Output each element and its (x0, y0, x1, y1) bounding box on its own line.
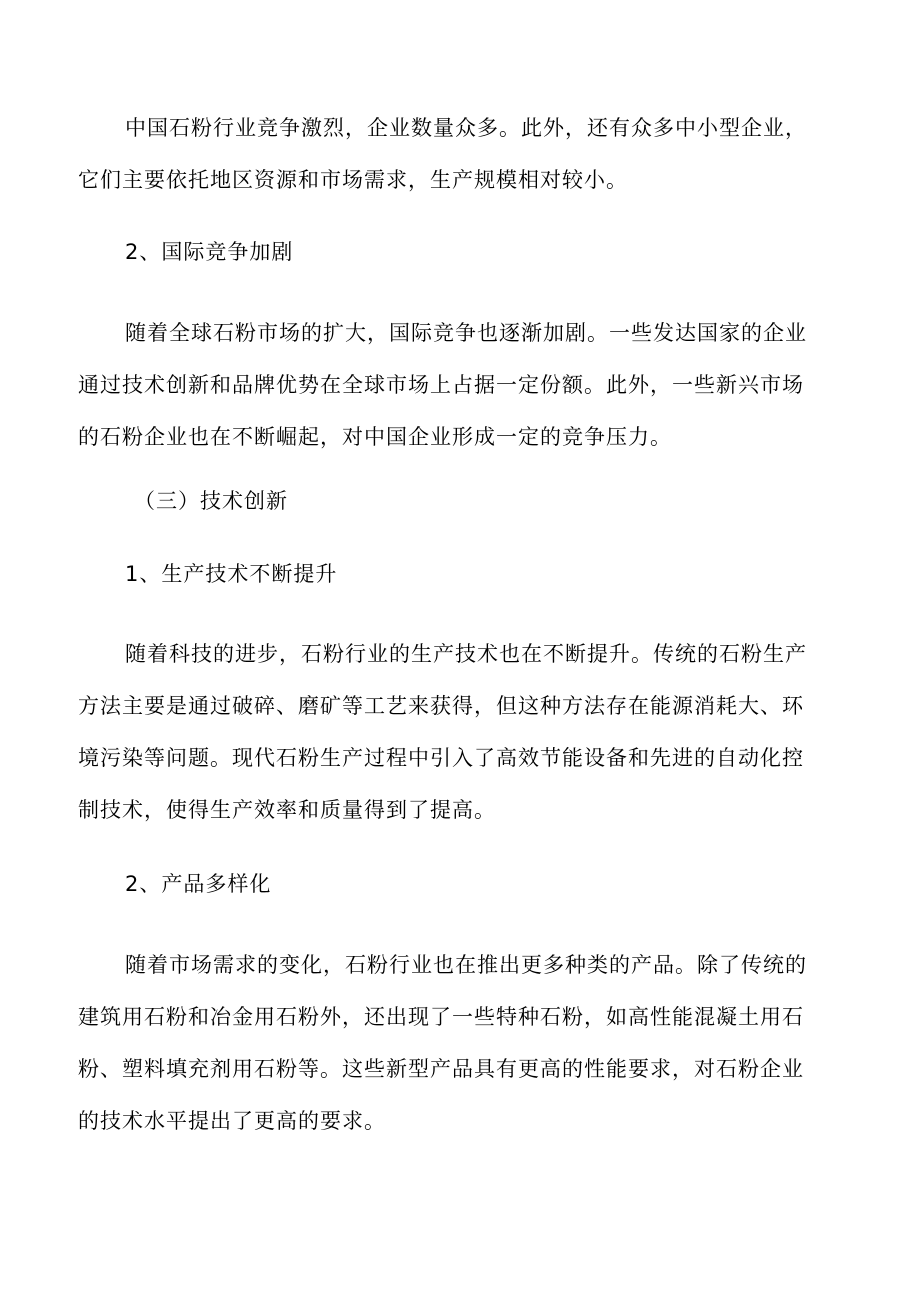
paragraph-line: 制技术，使得生产效率和质量得到了提高。 (78, 798, 496, 822)
paragraph-domestic-competition (78, 102, 844, 206)
paragraph-line: 随着科技的进步，石粉行业的生产技术也在不断提升。传统的石粉生产 (125, 642, 807, 666)
paragraph-line: 粉、塑料填充剂用石粉等。这些新型产品具有更高的性能要求，对石粉企业 (78, 1057, 804, 1081)
paragraph-line: 随着全球石粉市场的扩大，国际竞争也逐渐加剧。一些发达国家的企业 (125, 321, 807, 345)
paragraph-line: 中国石粉行业竞争激烈，企业数量众多。此外，还有众多中小型企业， (125, 116, 807, 140)
heading-international-competition: 2、国际竞争加剧 (125, 240, 294, 264)
heading-production-technology: 1、生产技术不断提升 (125, 562, 338, 586)
paragraph-production-technology (78, 628, 844, 836)
paragraph-product-diversification (78, 939, 844, 1147)
paragraph-line: 境污染等问题。现代石粉生产过程中引入了高效节能设备和先进的自动化控 (78, 746, 804, 770)
section-title-tech-innovation: （三）技术创新 (134, 489, 288, 513)
paragraph-line: 它们主要依托地区资源和市场需求，生产规模相对较小。 (78, 168, 628, 192)
paragraph-line: 建筑用石粉和冶金用石粉外，还出现了一些特种石粉，如高性能混凝土用石 (78, 1005, 804, 1029)
paragraph-line: 的技术水平提出了更高的要求。 (78, 1109, 386, 1133)
paragraph-international-competition (78, 307, 844, 463)
paragraph-line: 通过技术创新和品牌优势在全球市场上占据一定份额。此外，一些新兴市场 (78, 373, 804, 397)
heading-product-diversification: 2、产品多样化 (125, 872, 272, 896)
paragraph-line: 方法主要是通过破碎、磨矿等工艺来获得，但这种方法存在能源消耗大、环 (78, 694, 804, 718)
paragraph-line: 随着市场需求的变化，石粉行业也在推出更多种类的产品。除了传统的 (125, 953, 807, 977)
paragraph-line: 的石粉企业也在不断崛起，对中国企业形成一定的竞争压力。 (78, 425, 672, 449)
